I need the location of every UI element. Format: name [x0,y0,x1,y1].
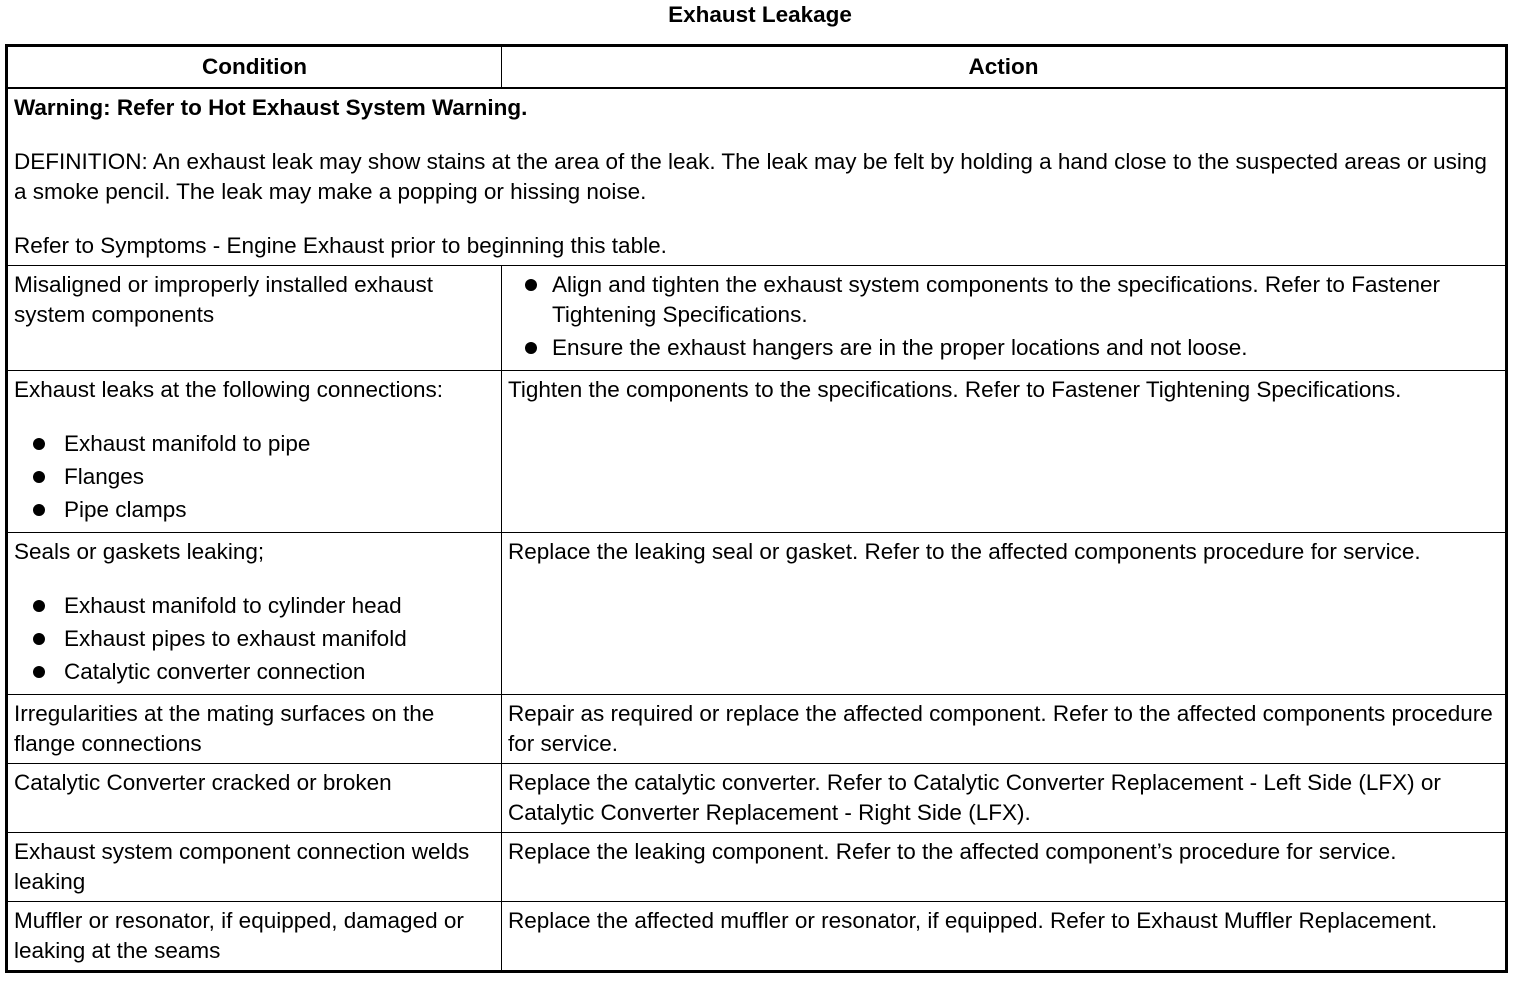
condition-list [14,429,495,525]
action-text: Replace the affected muffler or resonator, if equipped. Refer to Exhaust Muffler Replacement. [508,908,1438,933]
action-text: Replace the leaking component. Refer to the affected component’s procedure for service. [508,839,1397,864]
action-cell [502,833,1507,902]
column-header-action: Action [502,46,1507,89]
action-text: Replace the leaking seal or gasket. Refer to the affected components procedure for service. [508,539,1421,564]
condition-list-item: Flanges [14,462,495,492]
table-row [7,833,1507,902]
condition-cell [7,266,502,371]
action-text: Tighten the components to the specifications. Refer to Fastener Tightening Specifications. [508,377,1402,402]
condition-list-item: Exhaust manifold to cylinder head [14,591,495,621]
action-list-item: Ensure the exhaust hangers are in the proper locations and not loose. [508,333,1499,363]
table-row [7,266,1507,371]
action-list [508,270,1499,363]
table-row [7,533,1507,695]
action-text: Repair as required or replace the affected component. Refer to the affected components procedure for service. [508,701,1493,756]
action-cell [502,902,1507,972]
action-cell [502,695,1507,764]
condition-text: Seals or gaskets leaking; [14,539,265,564]
condition-text: Misaligned or improperly installed exhaust system components [14,272,433,327]
condition-cell [7,371,502,533]
condition-cell [7,533,502,695]
action-cell [502,764,1507,833]
action-cell [502,371,1507,533]
table-row [7,371,1507,533]
condition-text: Exhaust leaks at the following connections: [14,377,444,402]
action-cell [502,266,1507,371]
warning-text: Warning: Refer to Hot Exhaust System Warning. [14,95,528,120]
diagnostic-table [5,44,1508,973]
condition-list-item: Exhaust pipes to exhaust manifold [14,624,495,654]
definition-text: DEFINITION: An exhaust leak may show stains at the area of the leak. The leak may be felt by holding a hand close to the suspected areas or using a smoke pencil. The leak may make a popping or hissing noise. [14,149,1487,204]
condition-text: Exhaust system component connection welds leaking [14,839,470,894]
intro-row [7,88,1507,266]
condition-list-item: Exhaust manifold to pipe [14,429,495,459]
condition-text: Catalytic Converter cracked or broken [14,770,392,795]
table-row [7,902,1507,972]
condition-cell [7,695,502,764]
action-text: Replace the catalytic converter. Refer to Catalytic Converter Replacement - Left Side (LFX) or Catalytic Converter Replacement - Right Side (LFX). [508,770,1441,825]
condition-cell [7,902,502,972]
condition-list-item: Pipe clamps [14,495,495,525]
condition-text: Irregularities at the mating surfaces on the flange connections [14,701,435,756]
condition-cell [7,764,502,833]
action-cell [502,533,1507,695]
reference-text: Refer to Symptoms - Engine Exhaust prior to beginning this table. [14,233,667,258]
table-row [7,764,1507,833]
header-row [7,46,1507,89]
column-header-condition: Condition [7,46,502,89]
condition-list [14,591,495,687]
condition-text: Muffler or resonator, if equipped, damaged or leaking at the seams [14,908,464,963]
table-row [7,695,1507,764]
condition-list-item: Catalytic converter connection [14,657,495,687]
condition-cell [7,833,502,902]
action-list-item: Align and tighten the exhaust system components to the specifications. Refer to Fastener Tightening Specifications. [508,270,1499,330]
page-title: Exhaust Leakage [668,2,852,27]
intro-cell [7,88,1507,266]
